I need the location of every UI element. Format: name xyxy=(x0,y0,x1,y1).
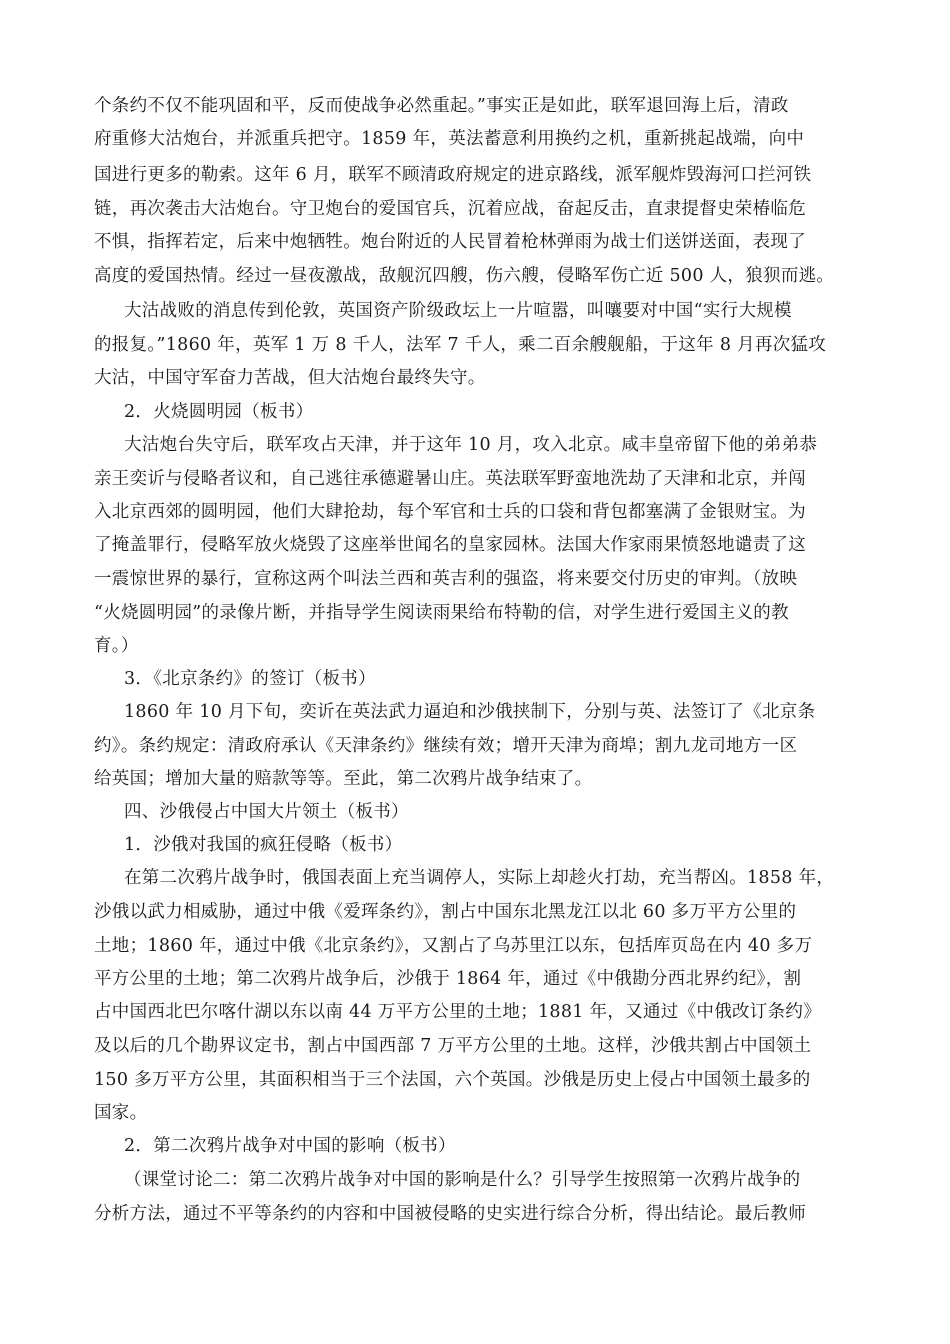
paragraph-line: （课堂讨论二：第二次鸦片战争对中国的影响是什么？引导学生按照第一次鸦片战争的 xyxy=(124,1170,801,1190)
paragraph-line: 入北京西郊的圆明园，他们大肆抢劫，每个军官和士兵的口袋和背包都塞满了金银财宝。为 xyxy=(94,502,806,522)
paragraph-line: 150 多万平方公里，其面积相当于三个法国，六个英国。沙俄是历史上侵占中国领土最多的 xyxy=(94,1070,811,1090)
paragraph-line: 大沽炮台失守后，联军攻占天津，并于这年 10 月，攻入北京。咸丰皇帝留下他的弟弟恭 xyxy=(124,435,818,455)
paragraph-line: 的报复。”1860 年，英军 1 万 8 千人，法军 7 千人，乘二百余艘舰船，于这年 8 月再次猛攻 xyxy=(94,335,827,355)
paragraph-line: 府重修大沽炮台，并派重兵把守。1859 年，英法蓄意利用换约之机，重新挑起战端，向中 xyxy=(94,129,805,149)
paragraph-line: 高度的爱国热情。经过一昼夜激战，敌舰沉四艘，伤六艘，侵略军伤亡近 500 人，狼狈而逃。 xyxy=(94,266,835,286)
paragraph-line: 链，再次袭击大沽炮台。守卫炮台的爱国官兵，沉着应战，奋起反击，直隶提督史荣椿临危 xyxy=(94,199,806,219)
paragraph-line: 1860 年 10 月下旬，奕䜣在英法武力逼迫和沙俄挟制下，分别与英、法签订了《北京条 xyxy=(124,702,816,722)
paragraph-line: 及以后的几个勘界议定书，割占中国西部 7 万平方公里的土地。这样，沙俄共割占中国领土 xyxy=(94,1036,812,1056)
section-heading: 1．沙俄对我国的疯狂侵略（板书） xyxy=(124,835,403,855)
paragraph-line: 给英国；增加大量的赔款等等。至此，第二次鸦片战争结束了。 xyxy=(94,769,593,789)
paragraph-line: 个条约不仅不能巩固和平，反而使战争必然重起。”事实正是如此，联军退回海上后，清政 xyxy=(94,96,789,116)
paragraph-line: 国家。 xyxy=(94,1103,148,1123)
section-heading: 四、沙俄侵占中国大片领土（板书） xyxy=(124,802,409,822)
paragraph-line: 沙俄以武力相威胁，通过中俄《爱珲条约》，割占中国东北黑龙江以北 60 多万平方公里的 xyxy=(94,902,797,922)
paragraph-line: 在第二次鸦片战争时，俄国表面上充当调停人，实际上却趁火打劫，充当帮凶。1858 年， xyxy=(124,868,835,888)
paragraph-line: “火烧圆明园”的录像片断，并指导学生阅读雨果给布特勒的信，对学生进行爱国主义的教 xyxy=(94,603,789,623)
section-heading: 2．火烧圆明园（板书） xyxy=(124,402,314,422)
paragraph-line: 国进行更多的勒索。这年 6 月，联军不顾清政府规定的进京路线，派军舰炸毁海河口拦河铁 xyxy=(94,165,812,185)
paragraph-line: 亲王奕䜣与侵略者议和，自己逃往承德避暑山庄。英法联军野蛮地洗劫了天津和北京，并闯 xyxy=(94,469,806,489)
paragraph-line: 平方公里的土地；第二次鸦片战争后，沙俄于 1864 年，通过《中俄勘分西北界约纪》，割 xyxy=(94,969,802,989)
paragraph-line: 育。） xyxy=(94,636,139,656)
paragraph-line: 了掩盖罪行，侵略军放火烧毁了这座举世闻名的皇家园林。法国大作家雨果愤怒地谴责了这 xyxy=(94,535,806,555)
paragraph-line: 约》。条约规定：清政府承认《天津条约》继续有效；增开天津为商埠；割九龙司地方一区 xyxy=(94,736,798,756)
paragraph-line: 大沽，中国守军奋力苦战，但大沽炮台最终失守。 xyxy=(94,368,486,388)
paragraph-line: 占中国西北巴尔喀什湖以东以南 44 万平方公里的土地；1881 年，又通过《中俄改订条约》 xyxy=(94,1002,821,1022)
section-heading: 2．第二次鸦片战争对中国的影响（板书） xyxy=(124,1136,456,1156)
paragraph-line: 一震惊世界的暴行，宣称这两个叫法兰西和英吉利的强盗，将来要交付历史的审判。（放映 xyxy=(94,569,798,589)
paragraph-line: 大沽战败的消息传到伦敦，英国资产阶级政坛上一片喧嚣，叫嚷要对中国“实行大规模 xyxy=(124,301,792,321)
section-heading: 3．《北京条约》的签订（板书） xyxy=(124,669,376,689)
paragraph-line: 不惧，指挥若定，后来中炮牺牲。炮台附近的人民冒着枪林弹雨为战士们送饼送面，表现了 xyxy=(94,232,806,252)
paragraph-line: 分析方法，通过不平等条约的内容和中国被侵略的史实进行综合分析，得出结论。最后教师 xyxy=(94,1204,806,1224)
paragraph-line: 土地；1860 年，通过中俄《北京条约》，又割占了乌苏里江以东，包括库页岛在内 40 多万 xyxy=(94,936,813,956)
